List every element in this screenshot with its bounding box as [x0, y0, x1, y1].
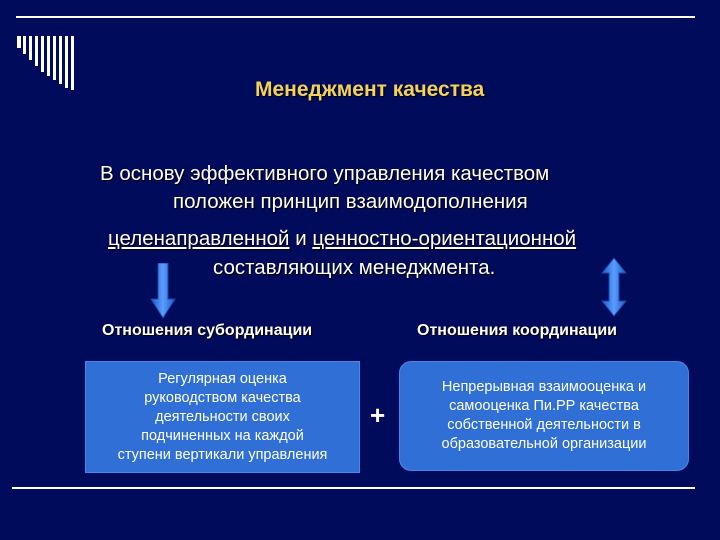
- intro-line-2-text: положен: [173, 190, 261, 213]
- coordination-box: [399, 361, 689, 471]
- box-line: деятельности своих: [155, 408, 290, 425]
- double-arrow-icon: [601, 257, 627, 317]
- box-line: собственной деятельности в: [447, 417, 641, 433]
- box-line: Непрерывная взаимооценка и: [441, 379, 647, 395]
- arrow-down-icon: [150, 263, 176, 319]
- decorative-stripes: [0, 0, 90, 90]
- bottom-divider-line: [12, 487, 695, 489]
- box-line: Регулярная оценка: [158, 370, 287, 387]
- intro-line-2: [173, 188, 528, 216]
- subordination-heading: Отношения субординации: [102, 322, 313, 339]
- subordination-box: [85, 361, 360, 473]
- principle-highlight: принцип взаимодополнения: [260, 190, 528, 213]
- intro-line-4: составляющих менеджмента.: [213, 256, 496, 279]
- box-line: подчиненных на каждой: [141, 427, 304, 444]
- slide-title: Менеджмент качества: [255, 78, 485, 101]
- intro-line-1: В основу эффективного управления качеством: [100, 162, 550, 185]
- box-line: руководством качества: [144, 389, 301, 406]
- goal-oriented-term: целенаправленной: [108, 227, 290, 250]
- top-divider-line: [16, 16, 695, 18]
- box-line: образовательной организации: [441, 436, 647, 452]
- value-oriented-term: ценностно-ориентационной: [312, 227, 577, 250]
- box-line: ступени вертикали управления: [117, 446, 328, 463]
- coordination-heading: Отношения координации: [417, 322, 618, 339]
- intro-line-3: [108, 225, 576, 253]
- intro-line-3-conj: и: [289, 227, 313, 250]
- plus-sign: +: [370, 400, 386, 430]
- box-line: самооценка Пи.РР качества: [449, 398, 639, 414]
